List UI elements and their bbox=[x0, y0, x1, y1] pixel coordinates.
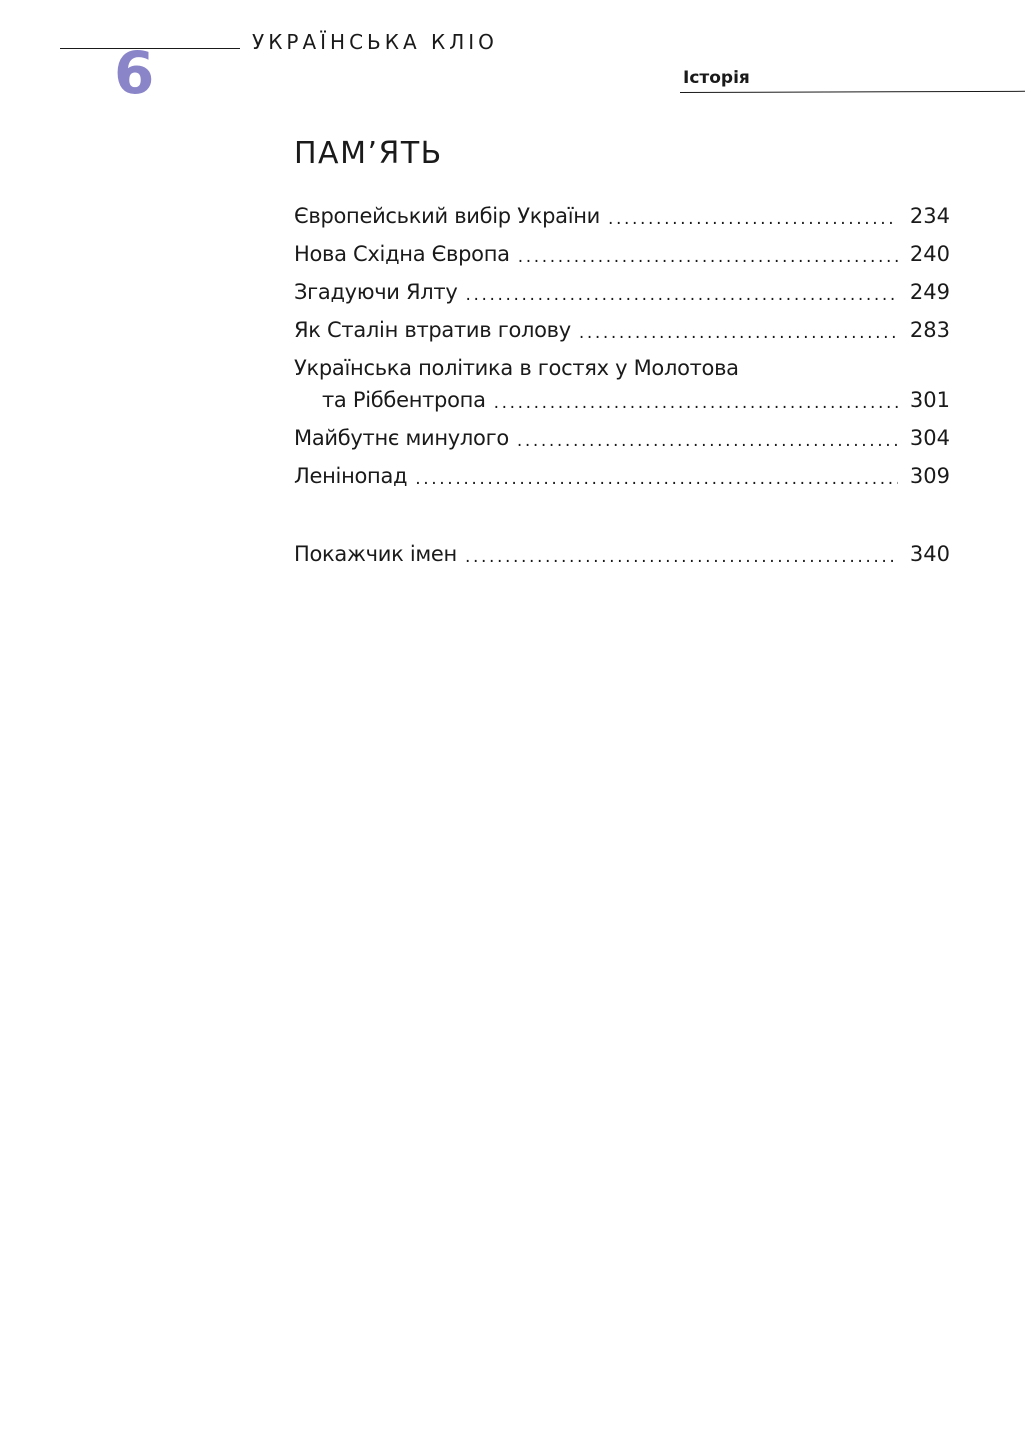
table-of-contents bbox=[294, 200, 950, 576]
toc-entry-title: Як Сталін втратив голову bbox=[294, 318, 571, 342]
toc-entry[interactable] bbox=[294, 276, 950, 308]
toc-entry[interactable] bbox=[294, 422, 950, 454]
dot-leader bbox=[608, 206, 898, 232]
dot-leader bbox=[494, 390, 898, 416]
toc-entry-page: 240 bbox=[909, 242, 950, 266]
toc-entry-page: 301 bbox=[909, 388, 950, 412]
toc-entry[interactable] bbox=[294, 460, 950, 492]
series-title: УКРАЇНСЬКА КЛІО bbox=[252, 30, 498, 54]
header-rule-right bbox=[680, 91, 1025, 93]
toc-entry-title-line1: Українська політика в гостях у Молотова bbox=[294, 356, 739, 380]
toc-entry-index[interactable] bbox=[294, 538, 950, 570]
toc-entry-title: Європейський вибір України bbox=[294, 204, 601, 228]
toc-entry-title: Майбутнє минулого bbox=[294, 426, 509, 450]
dot-leader bbox=[517, 428, 898, 454]
toc-entry-page: 340 bbox=[909, 542, 950, 566]
toc-entry-title: Нова Східна Європа bbox=[294, 242, 510, 266]
section-label: Історія bbox=[683, 68, 750, 88]
toc-spacer bbox=[294, 498, 950, 538]
dot-leader bbox=[579, 320, 898, 346]
toc-entry-title: Покажчик імен bbox=[294, 542, 457, 566]
part-title: ПАМ’ЯТЬ bbox=[294, 136, 443, 171]
toc-entry[interactable] bbox=[294, 200, 950, 232]
toc-entry-page: 309 bbox=[909, 464, 950, 488]
toc-entry-page: 234 bbox=[909, 204, 950, 228]
toc-entry[interactable] bbox=[294, 314, 950, 346]
dot-leader bbox=[466, 282, 899, 308]
toc-entry-title: Згадуючи Ялту bbox=[294, 280, 458, 304]
toc-entry-page: 249 bbox=[909, 280, 950, 304]
toc-entry-title-line2: та Ріббентропа bbox=[322, 388, 486, 412]
dot-leader bbox=[518, 244, 898, 270]
dot-leader bbox=[465, 544, 898, 570]
toc-entry-title: Ленінопад bbox=[294, 464, 408, 488]
page-number: 6 bbox=[114, 39, 155, 107]
toc-entry-page: 283 bbox=[909, 318, 950, 342]
dot-leader bbox=[415, 466, 898, 492]
toc-entry[interactable] bbox=[294, 352, 950, 416]
toc-entry[interactable] bbox=[294, 238, 950, 270]
toc-entry-page: 304 bbox=[909, 426, 950, 450]
